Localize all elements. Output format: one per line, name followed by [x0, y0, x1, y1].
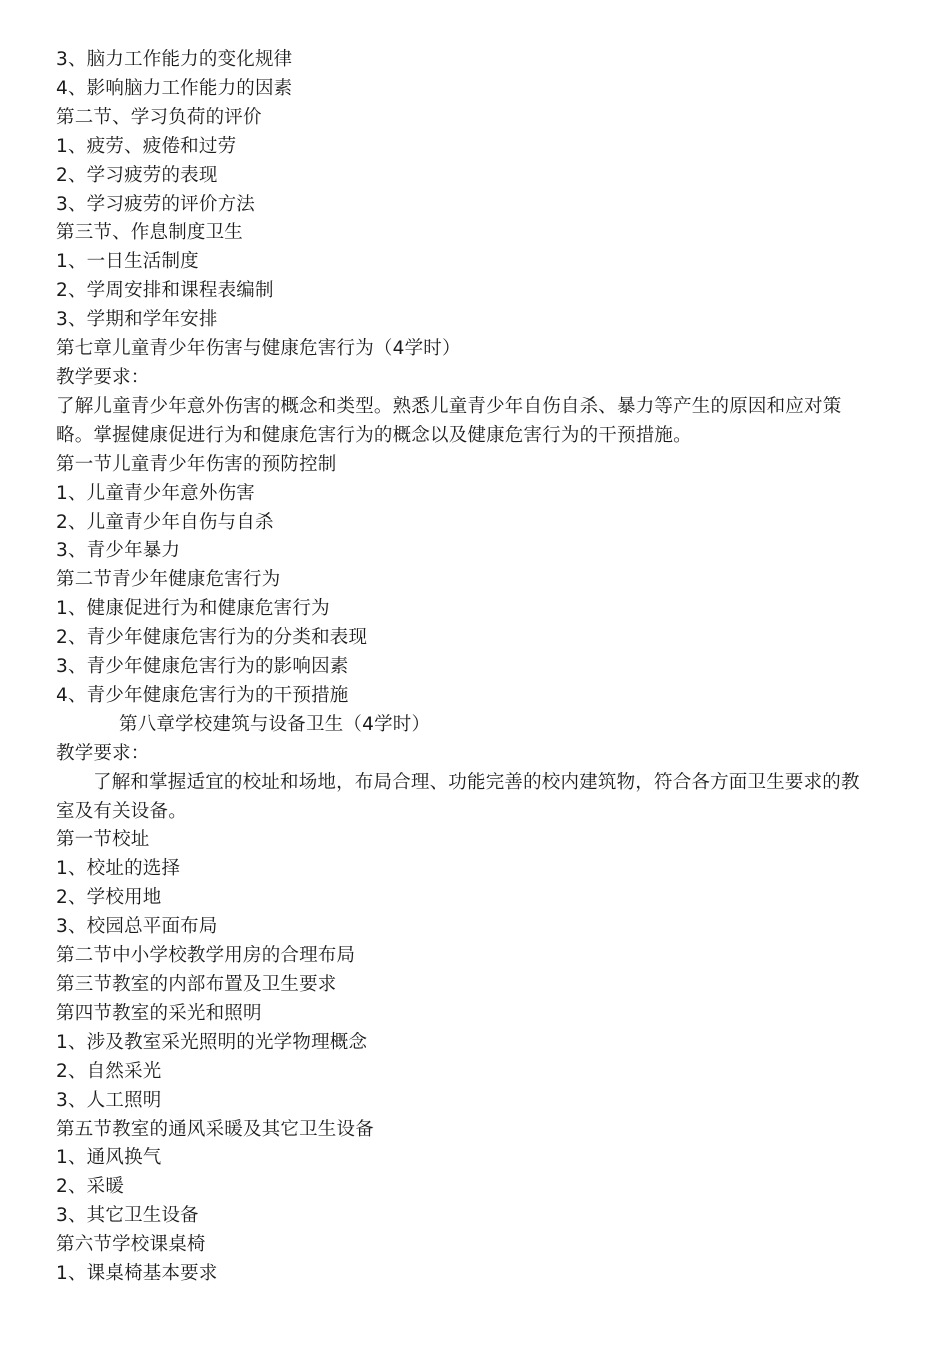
- document-body: [56, 46, 896, 1289]
- list-item: 2、学校用地: [56, 887, 162, 909]
- chapter-heading: 第七章儿童青少年伤害与健康危害行为（4学时）: [56, 338, 461, 360]
- section-heading: 第三节教室的内部布置及卫生要求: [56, 974, 337, 995]
- list-item: 2、自然采光: [56, 1060, 162, 1082]
- list-item: 3、学期和学年安排: [56, 309, 218, 331]
- list-item: 4、影响脑力工作能力的因素: [56, 77, 293, 99]
- section-heading: 第一节校址: [56, 829, 150, 851]
- section-heading: 第二节中小学校教学用房的合理布局: [56, 945, 356, 967]
- requirements-text: 了解儿童青少年意外伤害的概念和类型。熟悉儿童青少年自伤自杀、暴力等产生的原因和应对策: [56, 395, 842, 417]
- list-item: 1、通风换气: [56, 1147, 162, 1169]
- requirements-label: 教学要求：: [56, 366, 150, 388]
- list-item: 3、人工照明: [56, 1089, 162, 1111]
- section-heading: 第一节儿童青少年伤害的预防控制: [56, 453, 337, 475]
- requirements-label: 教学要求：: [56, 742, 150, 764]
- list-item: 3、青少年健康危害行为的影响因素: [56, 656, 349, 678]
- list-item: 3、脑力工作能力的变化规律: [56, 49, 293, 70]
- list-item: 3、其它卫生设备: [56, 1205, 199, 1227]
- list-item: 3、学习疲劳的评价方法: [56, 193, 255, 215]
- section-heading: 第六节学校课桌椅: [56, 1234, 206, 1256]
- list-item: 2、采暖: [56, 1176, 125, 1198]
- list-item: 1、一日生活制度: [56, 251, 199, 273]
- section-heading: 第二节青少年健康危害行为: [56, 569, 281, 591]
- section-heading: 第三节、作息制度卫生: [56, 222, 244, 244]
- list-item: 1、疲劳、疲倦和过劳: [56, 135, 237, 157]
- chapter-heading: 第八章学校建筑与设备卫生（4学时）: [119, 713, 431, 735]
- list-item: 1、健康促进行为和健康危害行为: [56, 598, 330, 620]
- list-item: 1、课桌椅基本要求: [56, 1263, 218, 1285]
- list-item: 2、儿童青少年自伤与自杀: [56, 511, 274, 533]
- section-heading: 第四节教室的采光和照明: [56, 1002, 262, 1024]
- requirements-text: 了解和掌握适宜的校址和场地，布局合理、功能完善的校内建筑物，符合各方面卫生要求的教: [93, 771, 860, 793]
- list-item: 2、学周安排和课程表编制: [56, 280, 274, 302]
- section-heading: 第二节、学习负荷的评价: [56, 106, 262, 128]
- list-item: 2、青少年健康危害行为的分类和表现: [56, 627, 368, 649]
- list-item: 1、涉及教室采光照明的光学物理概念: [56, 1031, 368, 1053]
- list-item: 3、青少年暴力: [56, 540, 181, 562]
- list-item: 2、学习疲劳的表现: [56, 164, 218, 186]
- section-heading: 第五节教室的通风采暖及其它卫生设备: [56, 1118, 374, 1140]
- list-item: 1、儿童青少年意外伤害: [56, 482, 255, 504]
- requirements-text: 略。掌握健康促进行为和健康危害行为的概念以及健康危害行为的干预措施。: [56, 424, 692, 446]
- list-item: 3、校园总平面布局: [56, 916, 218, 938]
- requirements-text: 室及有关设备。: [56, 800, 187, 822]
- list-item: 4、青少年健康危害行为的干预措施: [56, 684, 349, 706]
- list-item: 1、校址的选择: [56, 858, 181, 880]
